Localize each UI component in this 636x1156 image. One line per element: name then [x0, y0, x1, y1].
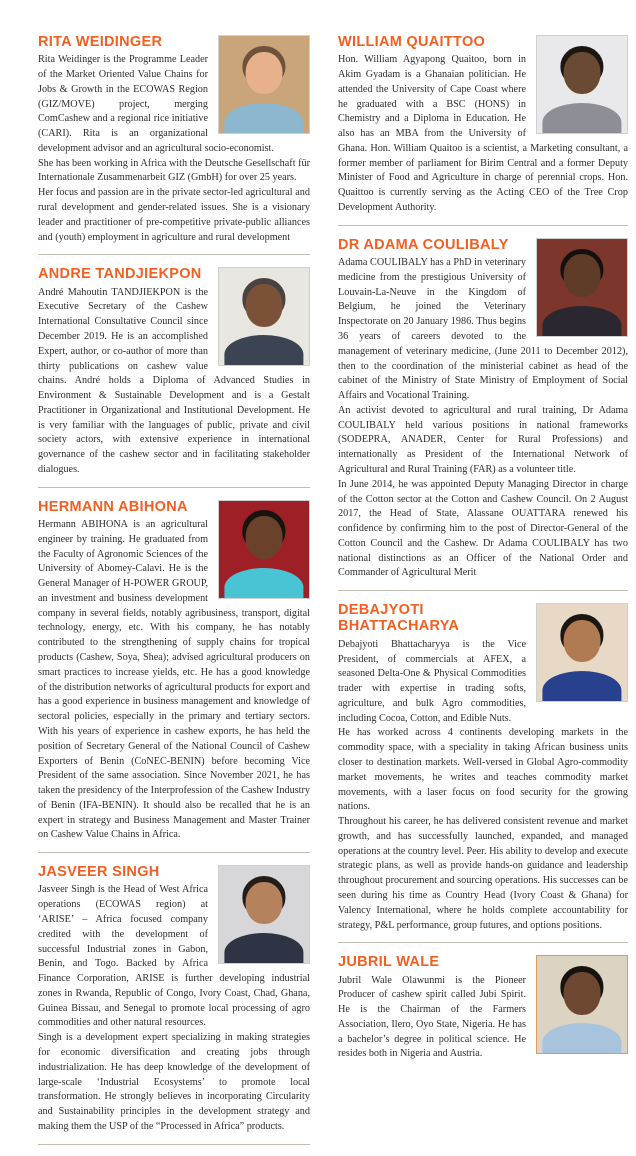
- profile-photo: [536, 603, 628, 702]
- bio-paragraph: Jasveer Singh is the Head of West Africa operations (ECOWAS region) at ‘ARISE’ – Africa focused company credited with the development of successful Industrial zones in Gabon, Benin, and Togo. Backed by Africa Finance Corporation, ARISE is further developing industrial zones in Rwanda, Republic of Congo, Ivory Coast, Chad, Ghana, Guinea Bissau, and Senegal to promote local processing of agro commodities and other natural resources.: [38, 884, 310, 1029]
- bio-paragraph: In June 2014, he was appointed Deputy Managing Director in charge of the Cotton sector at the Cotton and Cashew Council. On 2 August 2017, the Head of State, Alassane OUATTARA renewed his confidence by confirming him to the post of Director-General of the Cotton Council and the Cashew. Dr Adama COULIBALY has two national distinctions as an Officer of the National Order and Commander of Agricultural Merit: [338, 478, 628, 579]
- bio-paragraph: Jubril Wale Olawunmi is the Pioneer Producer of cashew spirit called Jubi Spirit. He is the Chairman of the Farmers Association, Ilero, Oyo State, Nigeria. He has a bachelor’s degree in political science. He resides both in Nigeria and Austria.: [338, 974, 526, 1060]
- profile-photo: [218, 500, 310, 599]
- photo-face: [246, 284, 283, 327]
- bio-rita-weidinger: [38, 34, 310, 245]
- bio-hermann-abihona: [38, 499, 310, 843]
- photo-shoulders: [542, 103, 621, 134]
- bio-paragraph: Rita Weidinger is the Programme Leader of the Market Oriented Value Chains for Jobs & Growth in the ECOWAS Region (GIZ/MOVE) project, merging ComCashew and a regional rice initiative (CARI). Rita is an organizational development advisor and an agricultural socio-economist.: [38, 54, 274, 154]
- section-divider: [338, 225, 628, 226]
- bio-jasveer-singh: [38, 864, 310, 1135]
- section-divider: [38, 487, 310, 488]
- bio-andre-tandjiekpon: [38, 266, 310, 477]
- bio-paragraph: Adama COULIBALY has a PhD in veterinary medicine from the prestigious University of Louvain-La-Neuve in the Kingdom of Belgium, he joined the Veterinary Inspectorate on 20 January 1986. Thus begins 36 years of careers devoted to the management of veterinary medicine, (June 2011 to December 2012), then to the coordination of the ministerial cabinet as head of the cabinet of the Ministry of State Ministry of Employment of Social Affairs and Vocational Training.: [338, 257, 628, 402]
- bio-paragraph: An activist devoted to agricultural and rural training, Dr Adama COULIBALY held various positions in national frameworks (SODEPRA, ANADER, Center for Rural Professions) and internationally as President of the International Network of Agricultural and Rural Training (FAR) as a volunteer title.: [338, 404, 628, 475]
- bio-name-heading: DR ADAMA COULIBALY: [338, 236, 509, 253]
- section-divider: [338, 942, 628, 943]
- photo-shoulders: [542, 306, 621, 337]
- photo-face: [564, 254, 601, 297]
- profile-photo: [218, 267, 310, 366]
- photo-face: [564, 620, 601, 663]
- section-divider: [38, 852, 310, 853]
- section-divider: [38, 1144, 310, 1145]
- bio-paragraph: Singh is a development expert specializing in making strategies for economic diversification and creating jobs through industrialization. He has deep knowledge of the development of large-scale ‘Industrial Ecosystems’ to promote local transformation. He strongly believes in incorporating Circularity and Sustainability principles in the development strategy and making them the USP of the “Processed in Africa” products.: [38, 1032, 310, 1132]
- bio-paragraph: Her focus and passion are in the private sector-led agricultural and rural development and gender-related issues. She is a visionary leader and practitioner of pre-competitive private-public alliances and (youth) employment in agriculture and rural development: [38, 187, 310, 243]
- photo-face: [564, 52, 601, 95]
- photo-face: [564, 972, 601, 1015]
- bio-name-heading: RITA WEIDINGER: [38, 34, 163, 50]
- bio-name-heading: WILLIAM QUAITTOO: [338, 34, 486, 50]
- photo-shoulders: [224, 933, 303, 964]
- bio-paragraph: She has been working in Africa with the Deutsche Gesellschaft für Internationale Zusammenarbeit GIZ (GmbH) for over 25 years.: [38, 157, 310, 184]
- bio-paragraph: Throughout his career, he has delivered consistent revenue and market growth, and has successfully launched, expanded, and managed operations at the country level. Peer. His ability to develop and execute strategic plans, as well as provide hands-on guidance and leadership throughout procurement and sourcing operations. His successes can be seen during his time as Country Head (Ivory Coast & Ghana) for Valency International, where he holds complete accountability for strategy, P&L performance, group futures, and options positions.: [338, 816, 628, 931]
- profile-photo: [536, 238, 628, 337]
- profile-photo: [536, 955, 628, 1054]
- bio-name-heading: ANDRE TANDJIEKPON: [38, 266, 202, 283]
- photo-face: [246, 516, 283, 559]
- section-divider: [38, 254, 310, 255]
- bio-jubril-wale: [338, 954, 628, 1062]
- bio-name-heading: DEBAJYOTI BHATTACHARYA: [338, 602, 460, 635]
- bio-name-heading: JUBRIL WALE: [338, 954, 440, 971]
- left-column: [38, 34, 310, 1156]
- photo-shoulders: [542, 1023, 621, 1054]
- bio-paragraph: André Mahoutin TANDJIEKPON is the Executive Secretary of the Cashew International Consultative Council since December 2019. He is an accomplished Expert, author, or co-author of more than thirty publications on cashew value chains. André holds a Diploma of Advanced Studies in Environment & Sustainable Development and is a Gestalt Practitioner in Organizational and Institutional Development. He is very familiar with the languages of public, private and civil society actors, with extensive experience in international governance of the cashew sector and in facilitating stakeholder dialogues.: [38, 286, 310, 475]
- profile-photo: [218, 865, 310, 964]
- bio-william-quaittoo: [338, 34, 628, 216]
- photo-face: [246, 882, 283, 925]
- bio-paragraph: He has worked across 4 continents developing markets in the commodity space, with a speciality in taking African business units closer to destination markets. Well-versed in Global Agro-commodity market movements, he writes and teaches commodity market movements, with a laser focus on food security for the growing nations.: [338, 727, 628, 813]
- bio-paragraph: Debajyoti Bhattacharyya is the Vice President, of commercials at AFEX, a seasoned Delta-One & Physical Commodities trader with expertise in trading softs, agriculture, and bulk Agro commodities, including Cocoa, Cotton, and Edible Nuts.: [338, 638, 526, 724]
- bio-paragraph: Hermann ABIHONA is an agricultural engineer by training. He graduated from the Faculty of Agronomic Sciences of the University of Abomey-Calavi. He is the General Manager of H-POWER GROUP, an investment and business development company in several fields, notably agribusiness, transport, digital technology, energy, etc. With his company, he has notably contributed to the strengthening of supply chains for tropical products (Cashew, Soya, Shea); advised agricultural producers on smart practices to increase yields, etc. He has a good knowledge of the distribution networks of agricultural products for export and has a good experience in business management and knowledge of sectoral policies, especially in the primary and tertiary sectors. With his years of experience in cashew exports, he has held the position of Secretary General of the National Council of Cashew Exporters of Benin (CoNEC-BENIN) before becoming Vice President of the same association. Since November 2021, he has taken the presidency of the Interprofession of the Cashew Industry of Benin (IFA-BENIN). It should also be recalled that he is an expert in strategy and Business Management and Master Trainer on Cashew Value Chains in Africa.: [38, 519, 310, 841]
- photo-shoulders: [224, 335, 303, 366]
- photo-face: [246, 52, 283, 95]
- photo-shoulders: [224, 568, 303, 599]
- bio-name-heading: JASVEER SINGH: [38, 864, 160, 881]
- photo-shoulders: [542, 671, 621, 702]
- photo-shoulders: [224, 103, 303, 134]
- section-divider: [338, 590, 628, 591]
- bio-paragraph: Hon. William Agyapong Quaitoo, born in Akim Gyadam is a Ghanaian politician. He attended the University of Cape Coast where he graduated with a BSC (HONS) in Chemistry and a Diploma in Education. He also has an MBA from the University of Ghana. Hon. William Quaitoo is a scientist, a Marketing consultant, a former member of parliament for Birim Central and a former Deputy Minister of Food and Agriculture in charge of perennial crops. Hon. Quaittoo is currently serving as the Acting CEO of the Tree Crop Development Authority.: [338, 54, 628, 214]
- right-column: [338, 34, 628, 1156]
- profile-photo: [536, 35, 628, 134]
- bio-name-heading: HERMANN ABIHONA: [38, 498, 188, 515]
- bio-debajyoti-bhattacharya: [338, 602, 628, 933]
- bio-adama-coulibaly: [338, 237, 628, 581]
- profile-photo: [218, 35, 310, 134]
